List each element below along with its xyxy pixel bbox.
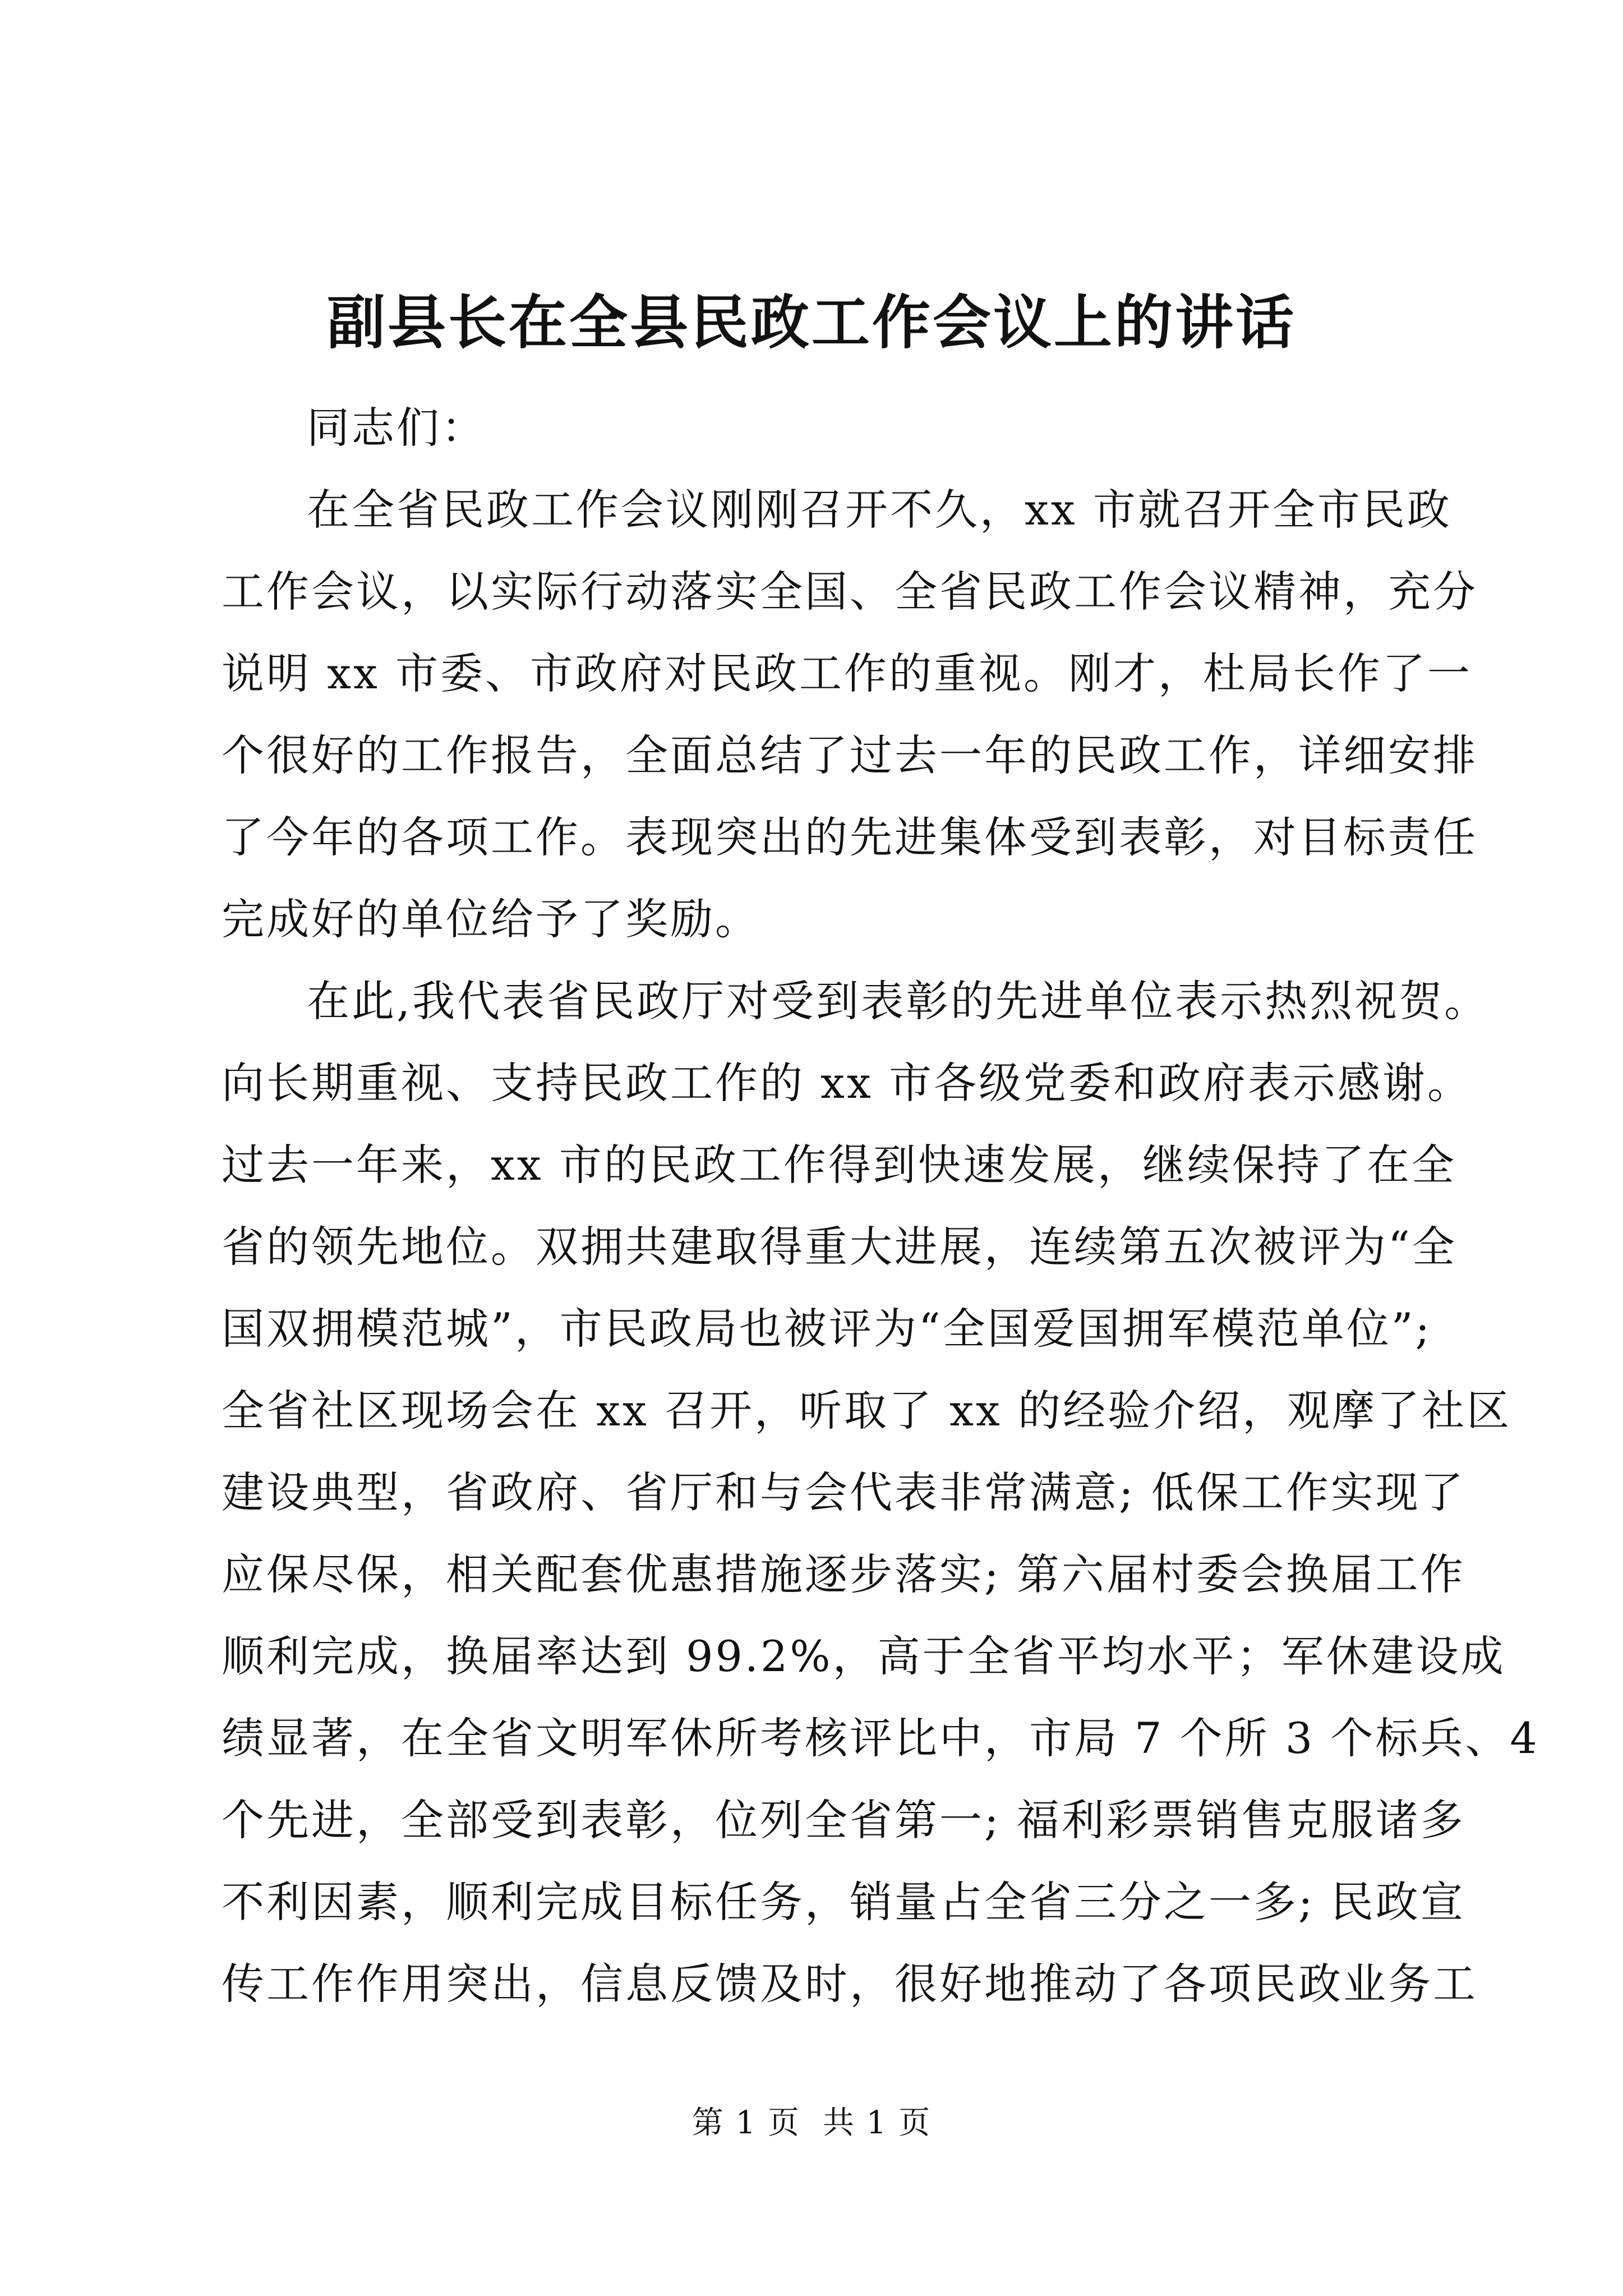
text-line: 建设典型，省政府、省厅和与会代表非常满意; 低保工作实现了 — [222, 1467, 1465, 1517]
text-line: 不利因素，顺利完成目标任务，销量占全省三分之一多; 民政宣 — [222, 1877, 1465, 1927]
text-line: 说明 xx 市委、市政府对民政工作的重视。刚才，杜局长作了一 — [222, 648, 1473, 698]
page-total: 共 1 页 — [823, 2105, 932, 2141]
page-number: 第 1 页 — [691, 2105, 800, 2141]
page-footer — [0, 2101, 1623, 2146]
text-line: 完成好的单位给予了奖励。 — [222, 894, 760, 944]
text-line: 在全省民政工作会议刚刚召开不久，xx 市就召开全市民政 — [307, 485, 1452, 535]
text-line: 了今年的各项工作。表现突出的先进集体受到表彰，对目标责任 — [222, 812, 1478, 862]
text-line: 个很好的工作报告，全面总结了过去一年的民政工作，详细安排 — [222, 730, 1478, 780]
text-line: 在此,我代表省民政厅对受到表彰的先进单位表示热烈祝贺。 — [307, 976, 1490, 1026]
text-line: 同志们： — [307, 403, 486, 453]
text-line: 绩显著，在全省文明军休所考核评比中，市局 7 个所 3 个标兵、4 — [222, 1713, 1539, 1763]
text-line: 国双拥模范城”，市民政局也被评为“全国爱国拥军模范单位”; — [222, 1304, 1432, 1354]
text-line: 应保尽保，相关配套优惠措施逐步落实; 第六届村委会换届工作 — [222, 1549, 1465, 1599]
text-line: 向长期重视、支持民政工作的 xx 市各级党委和政府表示感谢。 — [222, 1058, 1473, 1108]
text-line: 工作会议，以实际行动落实全国、全省民政工作会议精神，充分 — [222, 567, 1478, 616]
document-title: 副县长在全县民政工作会议上的讲话 — [326, 288, 1296, 357]
document-body — [222, 387, 1539, 2025]
text-line: 省的领先地位。双拥共建取得重大进展，连续第五次被评为“全 — [222, 1222, 1457, 1272]
text-line: 全省社区现场会在 xx 召开，听取了 xx 的经验介绍，观摩了社区 — [222, 1386, 1512, 1435]
text-line: 个先进，全部受到表彰，位列全省第一; 福利彩票销售克服诸多 — [222, 1795, 1465, 1845]
text-line: 传工作作用突出，信息反馈及时，很好地推动了各项民政业务工 — [222, 1959, 1478, 2009]
text-line: 过去一年来，xx 市的民政工作得到快速发展，继续保持了在全 — [222, 1140, 1456, 1190]
text-line: 顺利完成，换届率达到 99.2%，高于全省平均水平；军休建设成 — [222, 1631, 1506, 1681]
